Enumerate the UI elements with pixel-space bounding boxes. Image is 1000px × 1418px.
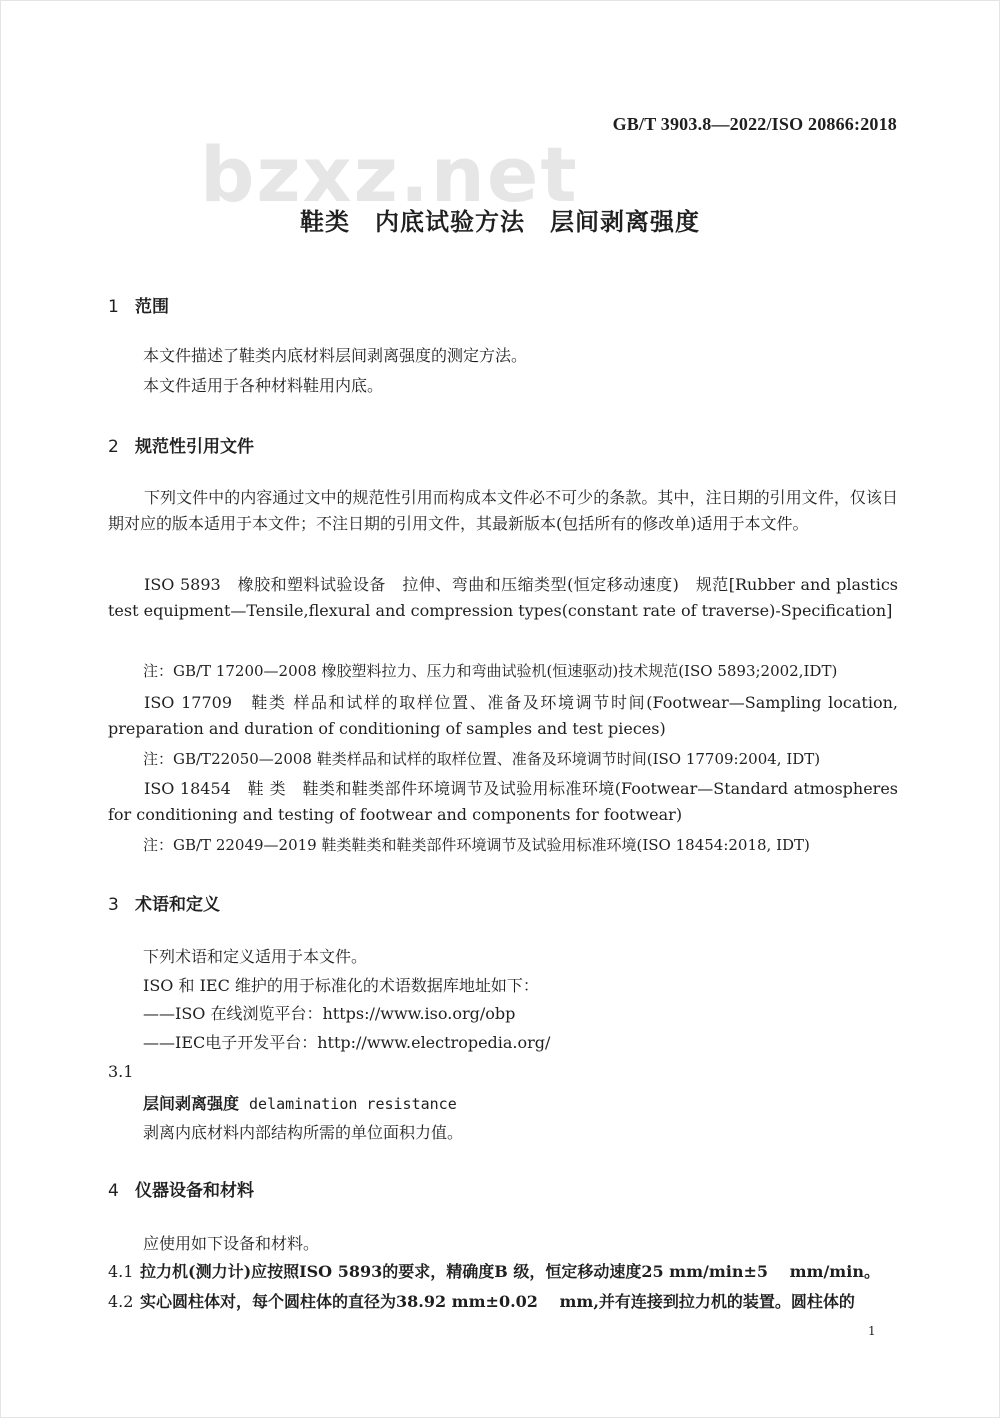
references-intro: 下列文件中的内容通过文中的规范性引用而构成本文件必不可少的条款。其中，注日期的引用文件，仅该日期对应的版本适用于本文件；不注日期的引用文件，其最新版本(包括所有的修改单)适用于本文件。 xyxy=(108,488,898,533)
reference-iso-17709: ISO 17709 鞋类 样品和试样的取样位置、准备及环境调节时间(Footwear—Sampling location, preparation and duration of conditioning of samples and test pieces) xyxy=(108,693,898,738)
clause-number: 4.1 xyxy=(108,1262,134,1281)
clause-number: 4.2 xyxy=(108,1292,134,1311)
scope-paragraph-2: 本文件适用于各种材料鞋用内底。 xyxy=(143,376,384,395)
term-entry xyxy=(143,1091,457,1114)
section-title: 术语和定义 xyxy=(135,895,220,915)
reference-iso-5893: ISO 5893 橡胶和塑料试验设备 拉伸、弯曲和压缩类型(恒定移动速度) 规范[Rubber and plastics test equipment—Tensile,flexural and compression types(constant rate of traverse)-Specification] xyxy=(108,575,898,620)
terms-paragraph-1: 下列术语和定义适用于本文件。 xyxy=(143,947,368,966)
section-number: 4 xyxy=(108,1181,119,1201)
terms-paragraph-2: ISO 和 IEC 维护的用于标准化的术语数据库地址如下： xyxy=(143,976,539,995)
reference-iso-18454: ISO 18454 鞋 类 鞋类和鞋类部件环境调节及试验用标准环境(Footwear—Standard atmospheres for conditioning and testing of footwear and components for footwear) xyxy=(108,779,898,824)
iso-obp-link-line: ——ISO 在线浏览平台：https://www.iso.org/obp xyxy=(143,1004,516,1023)
watermark: bzxz.net xyxy=(200,130,579,219)
document-title: 鞋类 内底试验方法 层间剥离强度 xyxy=(300,208,700,236)
section-number: 2 xyxy=(108,437,119,457)
section-title: 仪器设备和材料 xyxy=(135,1181,254,1201)
term-english: delamination resistance xyxy=(249,1095,457,1113)
section-heading-terms xyxy=(108,890,220,915)
reference-note-2: 注：GB/T22050—2008 鞋类样品和试样的取样位置、准备及环境调节时间(ISO 17709:2004, IDT) xyxy=(143,750,821,768)
iec-electropedia-link-line: ——IEC电子开发平台：http://www.electropedia.org/ xyxy=(143,1033,551,1052)
term-chinese: 层间剥离强度 xyxy=(143,1094,240,1113)
section-title: 范围 xyxy=(135,297,169,317)
reference-note-1: 注：GB/T 17200—2008 橡胶塑料拉力、压力和弯曲试验机(恒速驱动)技术规范(ISO 5893;2002,IDT) xyxy=(143,662,838,680)
clause-4-2 xyxy=(108,1289,855,1312)
section-heading-apparatus xyxy=(108,1176,254,1201)
section-heading-scope xyxy=(108,292,169,317)
scope-paragraph-1: 本文件描述了鞋类内底材料层间剥离强度的测定方法。 xyxy=(143,346,528,365)
page-number: 1 xyxy=(868,1324,876,1338)
clause-text: 拉力机(测力计)应按照ISO 5893的要求，精确度B 级，恒定移动速度25 mm/min±5 mm/min。 xyxy=(140,1262,880,1281)
section-heading-normative-references xyxy=(108,432,254,457)
section-number: 1 xyxy=(108,297,119,317)
term-definition: 剥离内底材料内部结构所需的单位面积力值。 xyxy=(143,1123,464,1142)
reference-note-3: 注：GB/T 22049—2019 鞋类鞋类和鞋类部件环境调节及试验用标准环境(ISO 18454:2018, IDT) xyxy=(143,836,810,854)
term-number: 3.1 xyxy=(108,1062,134,1081)
section-title: 规范性引用文件 xyxy=(135,437,254,457)
clause-text: 实心圆柱体对，每个圆柱体的直径为38.92 mm±0.02 mm,并有连接到拉力机的装置。圆柱体的 xyxy=(140,1292,855,1311)
clause-4-1 xyxy=(108,1259,880,1282)
standard-number: GB/T 3903.8—2022/ISO 20866:2018 xyxy=(612,114,897,134)
apparatus-intro: 应使用如下设备和材料。 xyxy=(143,1234,320,1253)
section-number: 3 xyxy=(108,895,119,915)
